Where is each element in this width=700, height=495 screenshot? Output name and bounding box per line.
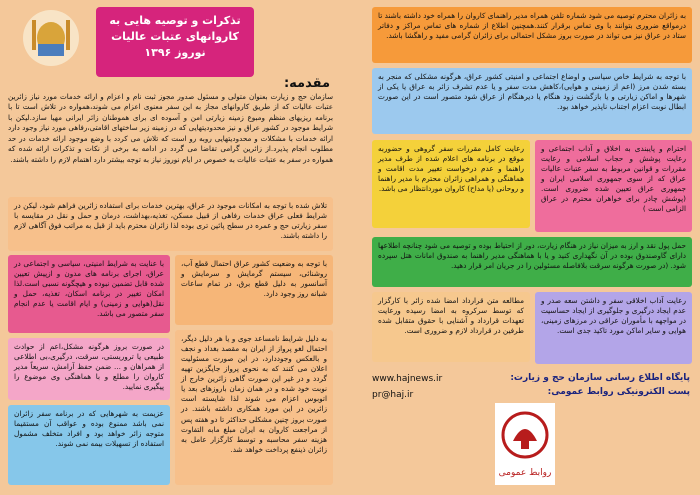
panel-money-safety: حمل پول نقد و ارز به میزان نیاز در هنگام زیارت، دور از احتیاط بوده و توصیه می شود چنانچه اطلاعها دارای گاوصندوق بوده در آن نگهداری کنید و یا با هماهنگی مدیر راهنما به صندوق امانات هتل سپرده شود. (در صورت هرگونه سرقت بلافاصله مسئولین را در جریان امر قرار دهید. [372,237,692,287]
panel-flight-cancel: به دلیل شرایط نامساعد جوی و یا هر دلیل دیگر، احتمال لغو پرواز از ایران به مقصد بغداد و نجف و بالعکس وجوددارد، در این صورت مسئولیت اعلان می کنند که به نحوی پرواز جایگزین تهیه گردد و در غیر این صورت گاهی زائرین خارج از نوبت خود شده و در همان زمان باروزهای بعد یا اتوبوس اعزام می شوند لذا شایسته است زائرین در این مورد همکاری داشته باشند. در صورت بروز چنین مشکلی حداکثر تا دو هفته پس از مراجعت کاروان به ایران مبلغ مابه التفاوت هزینه سفر محاسبه و توسط کارگزار عامل به زائران ذینفع پرداخت خواهد شد. [175,330,333,485]
haj-organization-logo [495,403,555,485]
panel-incident: در صورت بروز هرگونه مشکل،اعم از حوادث طبیعی یا تروریستی، سرقت، درگیری،بی اطلاعی از همراهان و ... ضمن حفظ آرامش، سریعاً مدیر کاروان را مطلع و با هماهنگی وی موضوع را پیگیری نمایید. [8,338,170,400]
footer-logo-caption: روابط عمومی [498,468,552,478]
iraq-shrine-illustration [8,8,94,70]
panel-schedule-changes: با عنایت به شرایط امنیتی، سیاسی و اجتماعی در عراق، اجرای برنامه های مدون و ازپیش تعیین شده قابل تضمین نبوده و هیچگونه نسبی است.لذا امکان تغییر در برنامه اسکان، تغذیه، حمل و نقل(هوایی و زمینی) و ایام اقامت یا عدم انجام سفر متصور می باشد. [8,255,170,333]
footer-website-link[interactable]: www.hajnews.ir [372,374,443,384]
intro-heading: مقدمه: [283,76,330,91]
panel-security: با توجه به شرایط خاص سیاسی و اوضاع اجتماعی و امنیتی کشور عراق، هرگونه مشکلی که منجر به بسته شدن مرز (اعم از زمینی و هوایی)،کاهش مدت سفر و یا عدم تشرف زائر به عراق یا یکی از شهرها و اماکن زیارتی و یا بازگشت زود هنگام یا دیرهنگام از عراق شود متصور است در این صورت ابطال نوبت اعزام اجتناب ناپذیر خواهد بود. [372,68,692,134]
panel-weather: با توجه به وضعیت کشور عراق احتمال قطع آب، روشنائی، سیستم گرمایش و سرمایش و آسانسور به دلیل قطع برق، در تمام ساعات شبانه روز وجود دارد. [175,255,333,325]
header-title-line1: تذکرات و توصیه هایی به [109,14,241,27]
panel-group-rules: رعایت کامل مقررات سفر گروهی و حضوربه موقع در برنامه های اعلام شده از طرف مدیر راهنما و عدم درخواست تغییر مدت اقامت و هماهنگی و همراهی زائران محترم با مدیر راهنما و روحانی (یا مداح) کاروان موردانتظار می باشد. [372,140,530,228]
header-title-line3: نوروز ۱۳۹۶ [144,45,206,59]
panel-contract: مطالعه متن قرارداد امضا شده زائر با کارگزار که توسط سرکروه به امضا رسیده ورعایت تعهدات قرارداد و آشنایی با حقوق متقابل شده طرفین در قرارداد لازم و ضروری است. [372,292,530,362]
panel-ethics: رعایت آداب اخلاقی سفر و داشتن سعه صدر و عدم ایجاد درگیری و جلوگیری از ایجاد حساسیت در مواجهه با مأموران عراقی در مرزهای زمینی، هوایی و سایر اماکن مورد تاکید جدی است. [535,292,692,364]
panel-hijab: احترام و پایبندی به اخلاق و آداب اجتماعی و رعایت پوشش و حجاب اسلامی و رعایت مقررات و قوانین مربوط به سفر عتبات عالیات عراق که از سوی جمهوری اسلامی ایران و جمهوری عراق تعیین شده ضروری است. (پوشش چادر برای خواهران محترم در عراق الزامی است ) [535,140,692,232]
footer-website-label: پایگاه اطلاع رسانی سازمان حج و زیارت: [510,373,690,383]
header-title-line2: کاروانهای عتبات عالیات [111,29,239,43]
footer-email-link[interactable]: pr@haj.ir [372,390,414,400]
panel-mobile-contact: به زائران محترم توصیه می شود شماره تلفن همراه مدیر راهنمای کاروان را همراه خود داشته باشند تا درمواقع ضروری بتوانند با وی تماس برقرار کنند.همچنین اطلاع از شماره های تماس مراکز و دفاتر ستاد در عراق نیز می تواند در صورت بروز مشکل احتمالی برای زائران گرامی مفید و راهگشا باشد. [372,7,692,63]
header-title-box [96,7,254,77]
panel-restricted-cities: عزیمت به شهرهایی که در برنامه سفر زائران نمی باشد ممنوع بوده و عواقب آن مستقیما متوجه زائر خواهد بود و افراد متخلف مشمول استفاده از تسهیلات بیمه نمی شوند. [8,405,170,485]
footer-org-labels [490,372,690,399]
panel-facilities: تلاش شده با توجه به امکانات موجود در عراق، بهترین خدمات برای استفاده زائرین فراهم شود، لیکن در شرایط فعلی عراق خدمات رفاهی از قبیل مسکن، تغذیه،بهداشت، درمان و حمل و نقل در مقایسه با سفر زیارتی حج و عمره در سطح پائین تری بوده لذا زائران محترم باید از قبل به مراتب فوق آگاهی لازم را داشته باشند. [8,197,333,251]
intro-text: سازمان حج و زیارت بعنوان متولی و مسئول صدور مجوز ثبت نام و اعزام و ارائه خدمات مورد نیاز زائرین عتبات عالیات که از طریق کاروانهای مجاز به این سفر معنوی اعزام می شوند،همواره در تلاش است تا با برنامه ریزیهای منظم ومبوع زمینه زیارتی امن و آسوده ای برای هموطنان زائر ایرانی مهیا سازد.لیکن با شرایط موجود در کشور عراق و نیز محدودیتهایی که در زمینه زیر ساختهای اقامتی،رفاهی مورد نیاز وجود دارد ارائه خدمات با مشکلات و محدودیتهایی روبه رو است که تلاش می کردد با وضع موجود ارائه خدمات در حد مطلوب انجام پذیرد.از زائرین گرامی تقاضا می گردد در ادامه به برخی از نکات و تذکرات ارائه شده که همواره در سفر به عتبات عالیات به خصوص در ایام نوروز نیاز به توجه بیشتر دارد اهتمام لازم را داشته باشند. [8,92,333,164]
footer-email-label: پست الکترونیکی روابط عمومی: [547,386,690,397]
